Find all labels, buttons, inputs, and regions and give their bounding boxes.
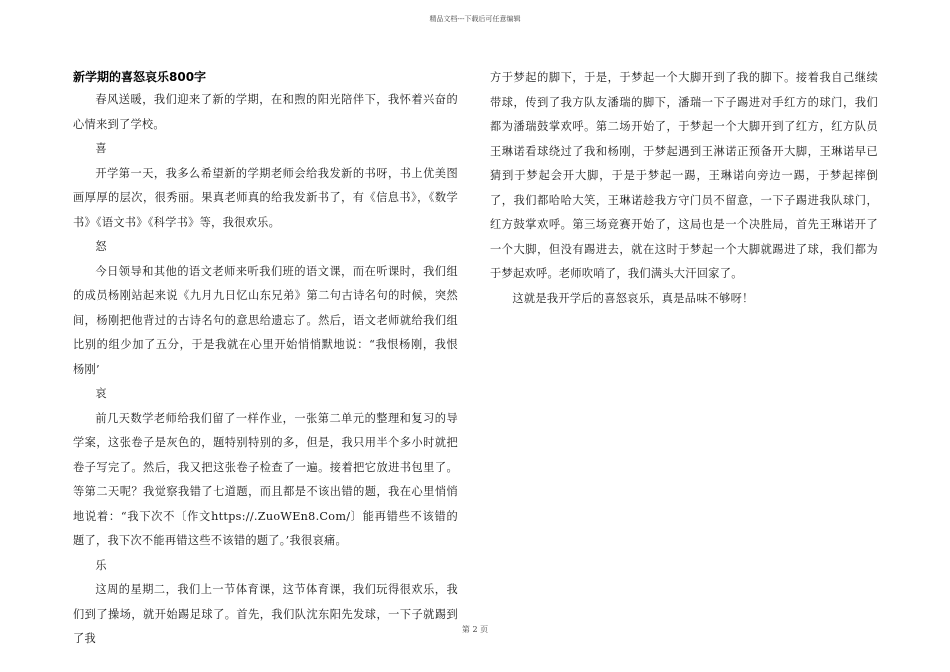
left-column: [73, 66, 458, 652]
paragraph: 前几天数学老师给我们留了一样作业，一张第二单元的整理和复习的导学案，这张卷子是灰色的，题特别特别的多，但是，我只用半个多小时就把卷子写完了。然后，我又把这张卷子检查了一遍。接着把它放进书包里了。等第二天呢？我觉察我错了七道题，而且都是不该出错的题，我在心里悄悄地说着：“我下次不〔作文https://.ZuoWEn8.Com/〕能再错些不该错的题了，我下次不能再错这些不该错的题了。’我很哀痛。: [73, 411, 458, 547]
section-heading-xi: 喜: [95, 142, 107, 155]
paragraph: 开学第一天，我多么希望新的学期老师会给我发新的书呀，书上优美图画厚厚的层次，很秀丽。果真老师真的给我发新书了，有《信息书》，《数学书》《语文书》《科学书》等，我很欢乐。: [73, 166, 458, 229]
document-title: 新学期的喜怒哀乐800字: [73, 70, 207, 84]
page-header: 精品文档---下载后可任意编辑: [429, 15, 521, 23]
section-heading-le: 乐: [95, 558, 107, 572]
page-number: 第 2 页: [461, 625, 489, 634]
paragraph: 这周的星期二，我们上一节体育课，这节体育课，我们玩得很欢乐，我们到了操场，就开始踢足球了。首先，我们队沈东阳先发球，一下子就踢到了我: [73, 583, 458, 645]
paragraph: 今日领导和其他的语文老师来听我们班的语文课，而在听课时，我们组的成员杨刚站起来说《九月九日忆山东兄弟》第二句古诗名句的时候，突然间，杨刚把他背过的古诗名句的意思给遗忘了。然后，语文老师就给我们组比别的组少加了五分，于是我就在心里开始悄悄默地说：“我恨杨刚，我恨杨刚’: [73, 264, 458, 376]
right-column: [490, 66, 878, 311]
closing-paragraph: 这就是我开学后的喜怒哀乐，真是品味不够呀！: [512, 291, 754, 305]
section-heading-nu: 怒: [95, 240, 107, 253]
paragraph: 春风送暖，我们迎来了新的学期，在和煦的阳光陪伴下，我怀着兴奋的心情来到了学校。: [73, 93, 458, 131]
section-heading-ai: 哀: [95, 387, 107, 400]
paragraph-continued: 方于梦起的脚下，于是，于梦起一个大脚开到了我的脚下。接着我自己继续带球，传到了我方队友潘瑞的脚下，潘瑞一下子踢进对手红方的球门，我们都为潘瑞鼓掌欢呼。第二场开始了，于梦起一个大脚开到了红方，红方队员王琳诺看球绕过了我和杨刚，于梦起遇到王淋诺正预备开大脚，王琳诺早已猜到于梦起会开大脚，于是于梦起一踢，王琳诺向旁边一踢，于梦起摔倒了，我们都哈哈大笑，王琳诺趁我方守门员不留意，一下子踢进我队球门，红方鼓掌欢呼。第三场竞赛开始了，这局也是一个决胜局，首先王琳诺开了一个大脚，但没有踢进去，就在这时于梦起一个大脚就踢进了球，我们都为于梦起欢呼。老师吹哨了，我们满头大汗回家了。: [490, 71, 878, 280]
